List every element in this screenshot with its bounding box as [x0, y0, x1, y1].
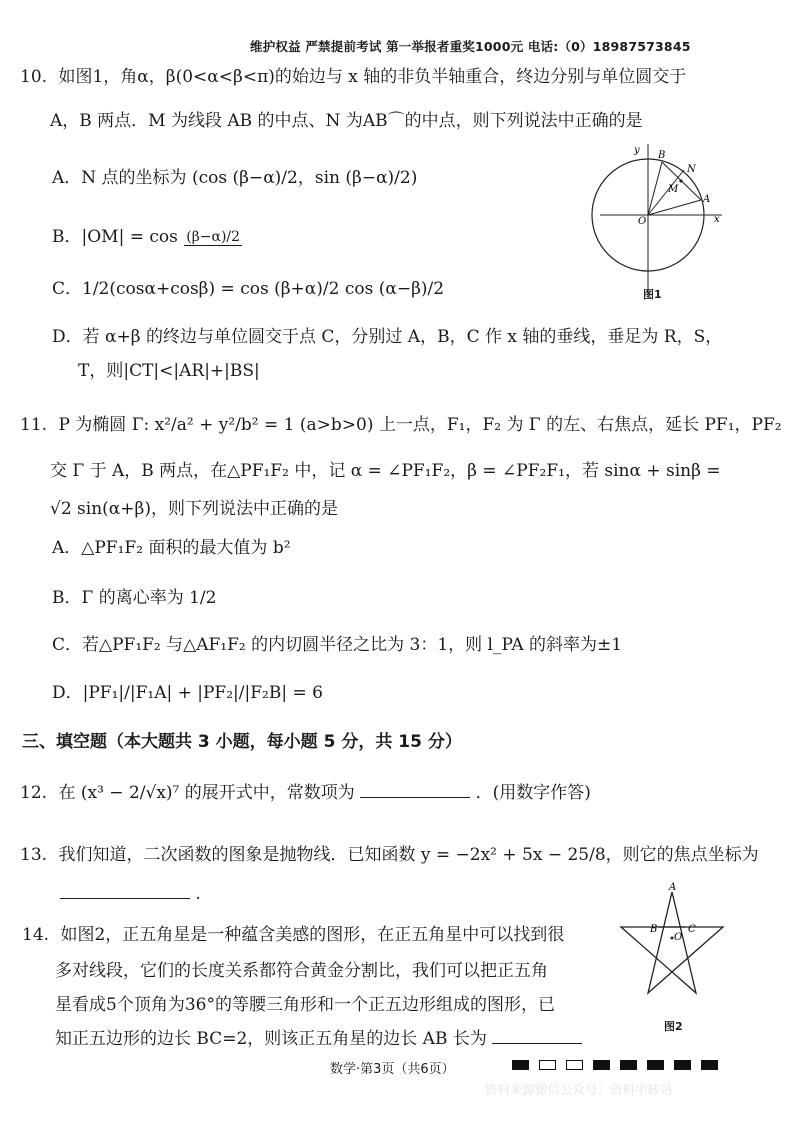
q12-pre: 在	[58, 783, 76, 803]
label-o: O	[674, 932, 683, 943]
q13-stem: 我们知道，二次函数的图象是抛物线．已知函数 y = −2x² + 5x − 25/8，则它的焦点坐标为	[58, 845, 759, 865]
figure-2-pentagram	[612, 880, 732, 1010]
mark-square	[512, 1060, 529, 1070]
label-a: A	[669, 882, 677, 893]
mark-square	[701, 1060, 718, 1070]
q12-answer-blank[interactable]	[360, 783, 470, 798]
q11-stem-2: 交 Γ 于 A，B 两点，在△PF₁F₂ 中，记 α = ∠PF₁F₂，β = ∠PF₂F₁，若 sinα + sinβ =	[50, 461, 721, 481]
point-m	[679, 179, 682, 182]
q10-option-b-label: B．|OM| = cos	[52, 227, 178, 247]
label-b: B	[658, 150, 666, 161]
label-n: N	[687, 164, 696, 175]
mark-square	[647, 1060, 664, 1070]
q11-option-b: B．Γ 的离心率为 1/2	[52, 588, 217, 608]
q11-number: 11.	[20, 415, 48, 435]
q11-option-d: D．|PF₁|/|F₁A| + |PF₂|/|F₂B| = 6	[52, 683, 323, 703]
q13-suffix: .	[195, 884, 201, 904]
q10-line1	[20, 62, 686, 87]
q10-option-a-label: A．N 点的坐标为	[52, 168, 187, 188]
q11-stem-3: √2 sin(α+β)，则下列说法中正确的是	[50, 499, 338, 519]
mark-square	[620, 1060, 637, 1070]
footer-marks	[512, 1055, 728, 1075]
ray-oa	[648, 200, 701, 215]
q10-option-a-expr: (cos (β−α)/2，sin (β−α)/2)	[191, 168, 418, 188]
q14-stem-4: 知正五边形的边长 BC=2，则该正五角星的边长 AB 长为	[55, 1029, 487, 1049]
mark-square	[539, 1060, 556, 1070]
label-a: A	[703, 194, 711, 205]
q14-answer-blank[interactable]	[492, 1029, 582, 1044]
q11-line1	[20, 410, 782, 435]
q13-line	[20, 840, 759, 865]
mark-square	[593, 1060, 610, 1070]
mark-square	[674, 1060, 691, 1070]
q13-answer-row	[60, 884, 201, 904]
q10-option-d-line2: T，则|CT|<|AR|+|BS|	[78, 361, 260, 381]
figure-2-caption: 图2	[664, 1020, 683, 1033]
label-o: O	[638, 216, 647, 227]
label-x: x	[714, 214, 720, 225]
page-header: 维护权益 严禁提前考试 第一举报者重奖1000元 电话:（0）18987573845	[250, 39, 691, 54]
q14-stem-2: 多对线段，它们的长度关系都符合黄金分割比，我们可以把正五角	[55, 961, 548, 981]
label-y: y	[634, 145, 640, 156]
q11-option-a: A．△PF₁F₂ 面积的最大值为 b²	[52, 538, 291, 558]
q11-option-c: C．若△PF₁F₂ 与△AF₁F₂ 的内切圆半径之比为 3：1，则 l_PA 的斜率为±1	[52, 635, 623, 655]
label-c: C	[688, 924, 696, 935]
q10-number: 10.	[20, 67, 48, 87]
figure-1-caption: 图1	[643, 288, 662, 301]
q10-option-a	[52, 163, 417, 188]
ray-on	[648, 170, 684, 215]
q14-line4	[55, 1024, 582, 1049]
q14-stem-3: 星看成5个顶角为36°的等腰三角形和一个正五边形组成的图形，已	[55, 995, 555, 1015]
page-footer: 数学·第3页（共6页）	[330, 1062, 455, 1077]
q12-post: 的展开式中，常数项为	[184, 783, 355, 803]
q11-stem-1: P 为椭圆 Γ: x²/a² + y²/b² = 1 (a>b>0) 上一点，F₁，F₂ 为 Γ 的左、右焦点，延长 PF₁，PF₂	[58, 415, 782, 435]
q10-option-c: C．1/2(cosα+cosβ) = cos (β+α)/2 cos (α−β)/2	[52, 279, 445, 299]
q10-option-b-fraction	[184, 229, 242, 246]
q14-stem-1: 如图2，正五角星是一种蕴含美感的图形，在正五角星中可以找到很	[60, 925, 565, 945]
section-3-title: 三、填空题（本大题共 3 小题，每小题 5 分，共 15 分）	[22, 732, 462, 752]
q12-line	[20, 778, 591, 803]
q10-option-b-frac-text: (β−α)/2	[186, 229, 241, 245]
q10-option-b	[52, 222, 243, 247]
q10-option-d-line1: D．若 α+β 的终边与单位圆交于点 C，分别过 A，B，C 作 x 轴的垂线，垂足为 R，S，	[52, 327, 723, 347]
q12-suffix: ．(用数字作答)	[475, 783, 591, 803]
pentagram-outline	[621, 892, 723, 993]
q10-stem-1: 如图1，角α，β(0<α<β<π)的始边与 x 轴的非负半轴重合，终边分别与单位圆交于	[58, 67, 687, 87]
label-m: M	[668, 184, 679, 195]
figure-1-unit-circle	[590, 140, 730, 300]
q12-number: 12.	[20, 783, 48, 803]
q13-answer-blank[interactable]	[60, 884, 190, 899]
q12-expression: (x³ − 2/√x)⁷	[80, 783, 180, 803]
watermark: 资料来源微信公众号：资料中转站	[485, 1082, 673, 1097]
q13-number: 13.	[20, 845, 48, 865]
q14-line1	[22, 920, 564, 945]
mark-square	[566, 1060, 583, 1070]
label-b: B	[650, 924, 658, 935]
q14-number: 14.	[22, 925, 50, 945]
q10-stem-2: A，B 两点．M 为线段 AB 的中点、N 为AB⌒的中点，则下列说法中正确的是	[50, 111, 643, 131]
